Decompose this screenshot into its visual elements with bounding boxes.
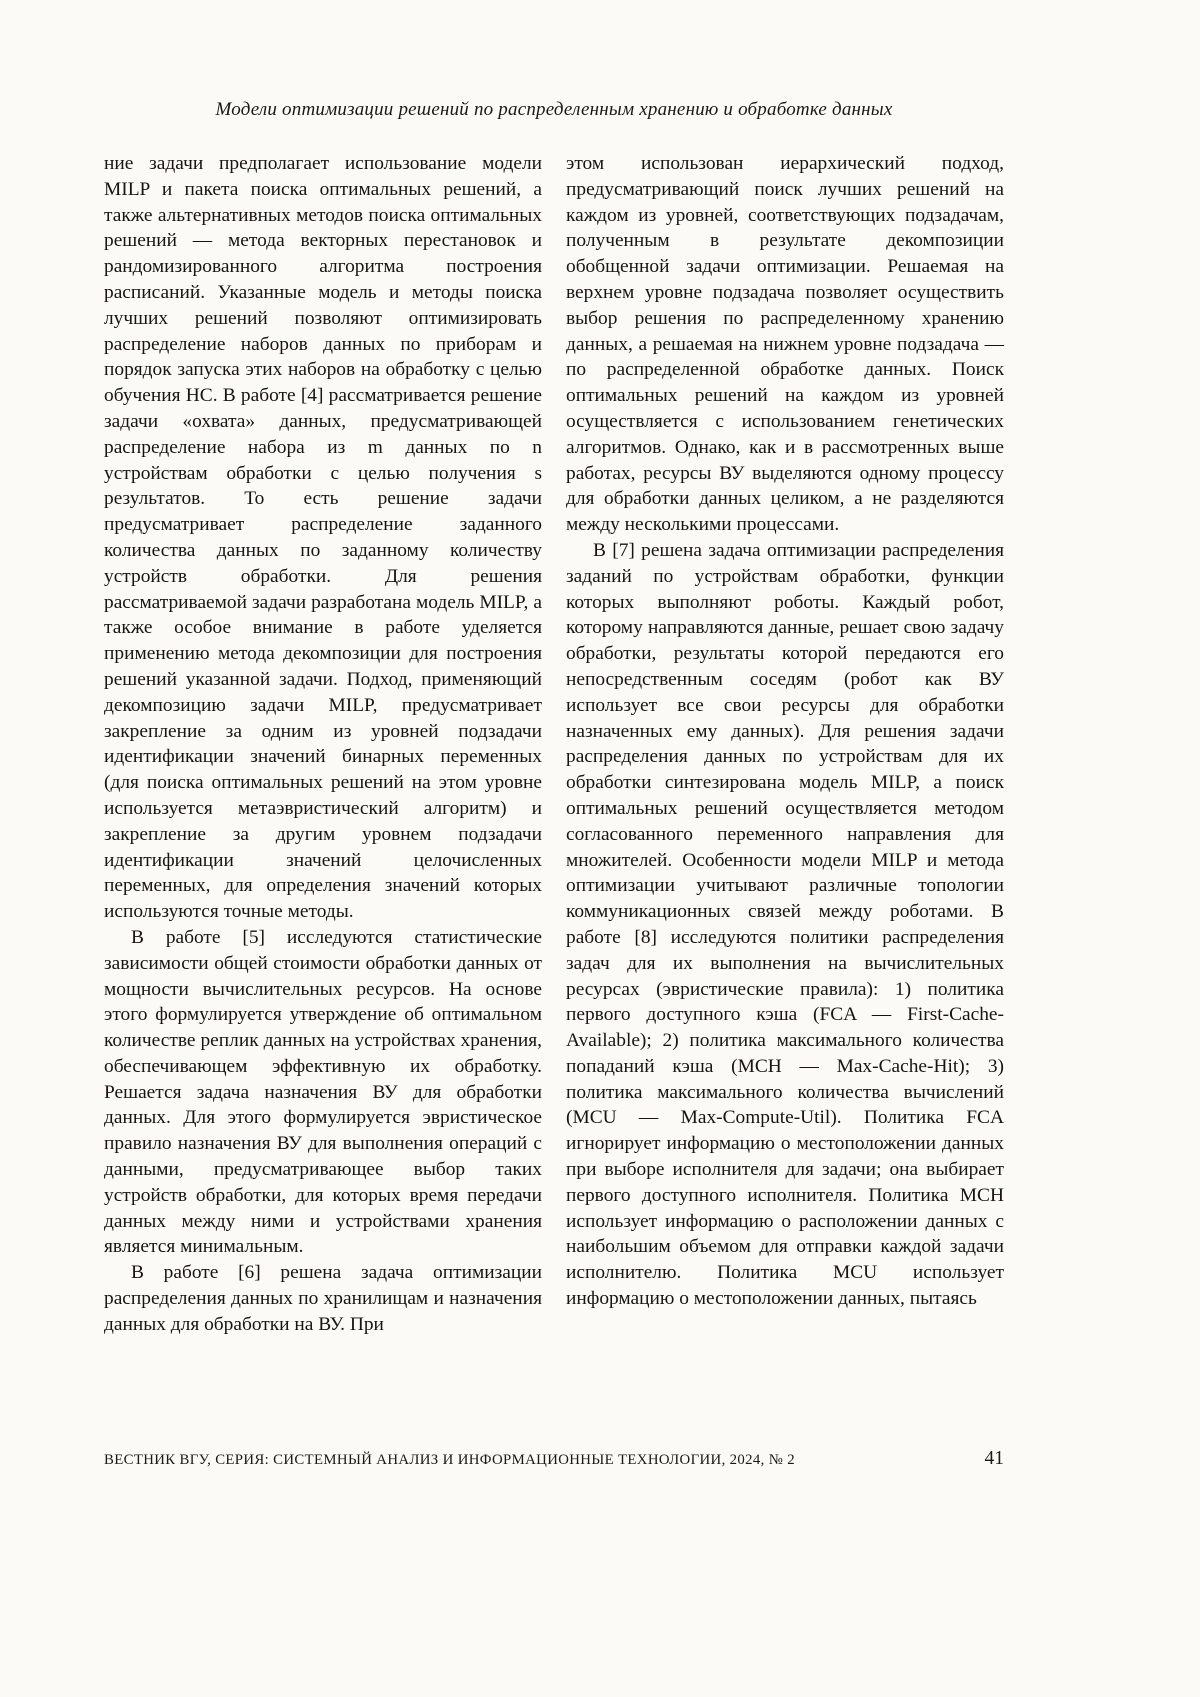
paragraph: В работе [5] исследуются статистические зависимости общей стоимости обработки данных от мощности вычислительных ресурсов. На основе этого формулируется утверждение об оптимальном количестве реплик данных на устройствах хранения, обеспечивающем эффективную их обработку. Решается задача назначения ВУ для обработки данных. Для этого формулируется эвристическое правило назначения ВУ для выполнения операций с данными, предусматривающее выбор таких устройств обработки, для которых время передачи данных между ними и устройствами хранения является минимальным. (104, 926, 542, 1258)
journal-footer-line: ВЕСТНИК ВГУ, СЕРИЯ: СИСТЕМНЫЙ АНАЛИЗ И ИНФОРМАЦИОННЫЕ ТЕХНОЛОГИИ, 2024, № 2 (104, 1452, 796, 1468)
right-column (566, 151, 1004, 1338)
paragraph: В [7] решена задача оптимизации распределения заданий по устройствам обработки, функции которых выполняют роботы. Каждый робот, которому направляются данные, решает свою задачу обработки, результаты которой передаются его непосредственным соседям (робот как ВУ использует все свои ресурсы для обработки назначенных ему данных). Для решения задачи распределения данных по устройствам для их обработки синтезирована модель MILP, а поиск оптимальных решений осуществляется методом согласованного переменного направления для множителей. Особенности модели MILP и метода оптимизации учитывают различные топологии коммуникационных связей между роботами. В работе [8] исследуются политики распределения задач для их выполнения на вычислительных ресурсах (эвристические правила): 1) политика первого доступного кэша (FCA — First-Cache-Available); 2) политика максимального количества попаданий кэша (MCH — Max-Cache-Hit); 3) политика максимального количества вычислений (MCU — Max-Compute-Util). Политика FCA игнорирует информацию о местоположении данных при выборе исполнителя для задачи; она выбирает первого доступного исполнителя. Политика MCH использует информацию о расположении данных с наибольшим объемом для отправки каждой задачи исполнителю. Политика MCU использует информацию о местоположении данных, пытаясь (566, 539, 1004, 1310)
paragraph: В работе [6] решена задача оптимизации распределения данных по хранилищам и назначения данных для обработки на ВУ. При (104, 1262, 542, 1335)
left-column (104, 151, 542, 1338)
page-footer (104, 1448, 1004, 1470)
running-head: Модели оптимизации решений по распределенным хранению и обработке данных (215, 99, 893, 120)
text-columns (104, 151, 1004, 1338)
page-number: 41 (984, 1448, 1004, 1469)
paragraph: этом использован иерархический подход, предусматривающий поиск лучших решений на каждом из уровней, соответствующих подзадачам, полученным в результате декомпозиции обобщенной задачи оптимизации. Решаемая на верхнем уровне подзадача позволяет осуществить выбор решения по распределенному хранению данных, а решаемая на нижнем уровне подзадача — по распределенной обработке данных. Поиск оптимальных решений на каждом из уровней осуществляется с использованием генетических алгоритмов. Однако, как и в рассмотренных выше работах, ресурсы ВУ выделяются одному процессу для обработки данных целиком, а не разделяются между несколькими процессами. (566, 153, 1004, 536)
paragraph: ние задачи предполагает использование модели MILP и пакета поиска оптимальных решений, а также альтернативных методов поиска оптимальных решений — метода векторных перестановок и рандомизированного алгоритма построения расписаний. Указанные модель и методы поиска лучших решений позволяют оптимизировать распределение наборов данных по приборам и порядок запуска этих наборов на обработку с целью обучения НС. В работе [4] рассматривается решение задачи «охвата» данных, предусматривающей распределение набора из m данных по n устройствам обработки с целью получения s результатов. То есть решение задачи предусматривает распределение заданного количества данных по заданному количеству устройств обработки. Для решения рассматриваемой задачи разработана модель MILP, а также особое внимание в работе уделяется применению метода декомпозиции для построения решений указанной задачи. Подход, применяющий декомпозицию задачи MILP, предусматривает закрепление за одним из уровней подзадачи идентификации значений бинарных переменных (для поиска оптимальных решений на этом уровне используется метаэвристический алгоритм) и закрепление за другим уровнем подзадачи идентификации значений целочисленных переменных, для определения значений которых используются точные методы. (104, 153, 542, 923)
